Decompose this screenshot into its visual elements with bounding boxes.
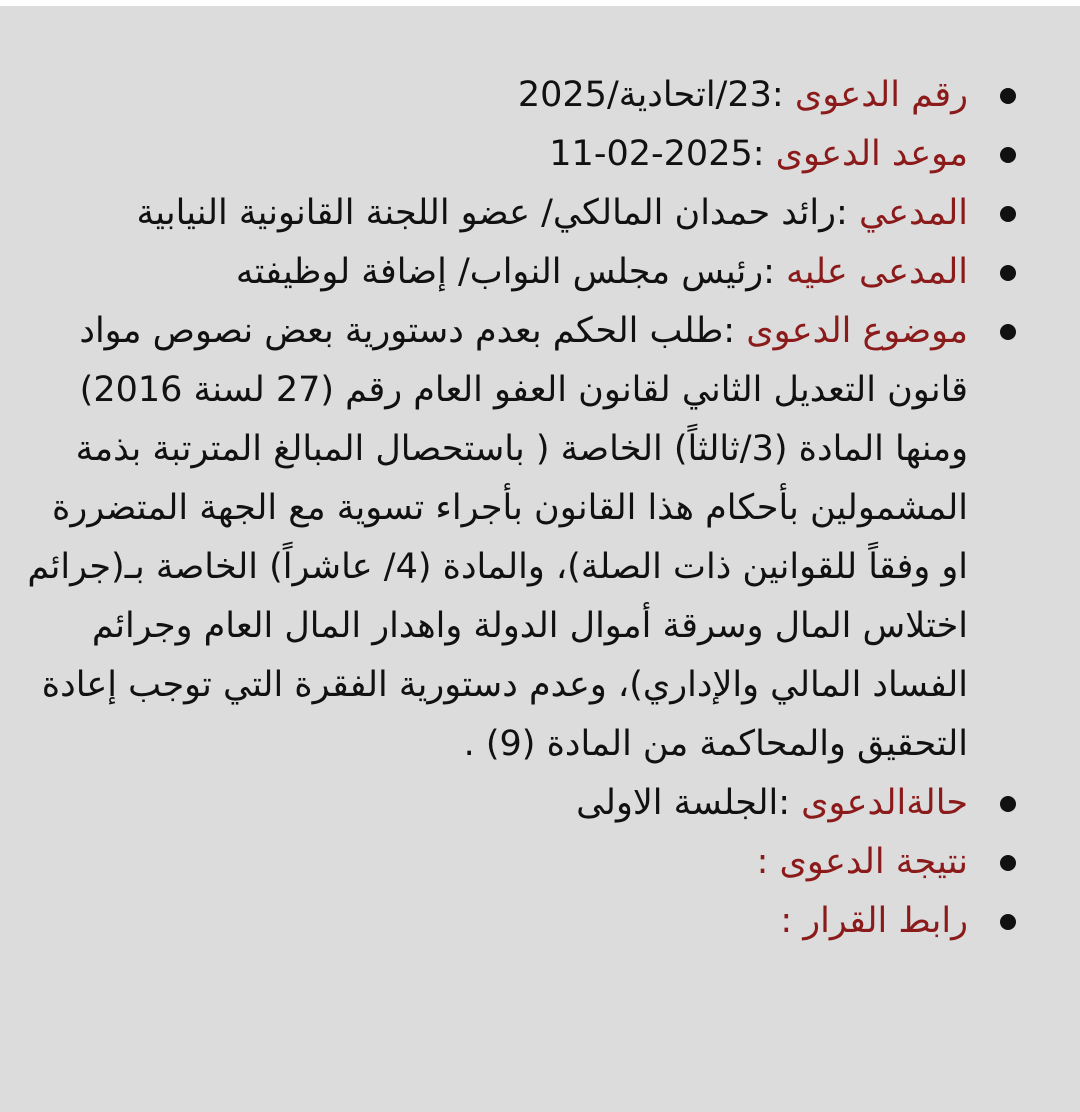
case-details-list: [22, 66, 968, 951]
plaintiff-value: :رائد حمدان المالكي/ عضو اللجنة القانونية النيابية: [136, 193, 859, 233]
document-card: [0, 6, 1080, 1112]
defendant-label: المدعى عليه: [786, 252, 968, 292]
defendant-value: :رئيس مجلس النواب/ إضافة لوظيفته: [235, 252, 787, 292]
list-item-case-subject: [22, 302, 968, 774]
list-item-defendant: [22, 243, 968, 302]
case-date-value: :2025-02-11: [549, 134, 776, 174]
case-result-label: نتيجة الدعوى :: [756, 842, 968, 882]
bullet-icon: [1000, 88, 1016, 104]
bullet-icon: [1000, 265, 1016, 281]
case-number-value: :23/اتحادية/2025: [517, 75, 795, 115]
case-date-label: موعد الدعوى: [775, 134, 968, 174]
list-item-case-result: [22, 833, 968, 892]
list-item-case-date: [22, 125, 968, 184]
case-status-label: حالةالدعوى: [801, 783, 968, 823]
case-number-label: رقم الدعوى: [794, 75, 968, 115]
bullet-icon: [1000, 147, 1016, 163]
list-item-decision-link: [22, 892, 968, 951]
bullet-icon: [1000, 855, 1016, 871]
bullet-icon: [1000, 796, 1016, 812]
list-item-case-number: [22, 66, 968, 125]
case-subject-label: موضوع الدعوى: [746, 311, 968, 351]
case-subject-value: :طلب الحكم بعدم دستورية بعض نصوص مواد قانون التعديل الثاني لقانون العفو العام رقم (27 لسنة 2016) ومنها المادة (3/ثالثاً) الخاصة ( باستحصال المبالغ المترتبة بذمة المشمولين بأحكام هذا القانون بأجراء تسوية مع الجهة المتضررة او وفقاً للقوانين ذات الصلة)، والمادة (4/ عاشراً) الخاصة بـ(جرائم اختلاس المال وسرقة أموال الدولة واهدار المال العام وجرائم الفساد المالي والإداري)، وعدم دستورية الفقرة التي توجب إعادة التحقيق والمحاكمة من المادة (9) .: [27, 311, 968, 764]
plaintiff-label: المدعي: [858, 193, 968, 233]
bullet-icon: [1000, 206, 1016, 222]
case-status-value: :الجلسة الاولى: [576, 783, 802, 823]
bullet-icon: [1000, 914, 1016, 930]
bullet-icon: [1000, 324, 1016, 340]
list-item-plaintiff: [22, 184, 968, 243]
decision-link-label: رابط القرار :: [780, 901, 968, 941]
list-item-case-status: [22, 774, 968, 833]
